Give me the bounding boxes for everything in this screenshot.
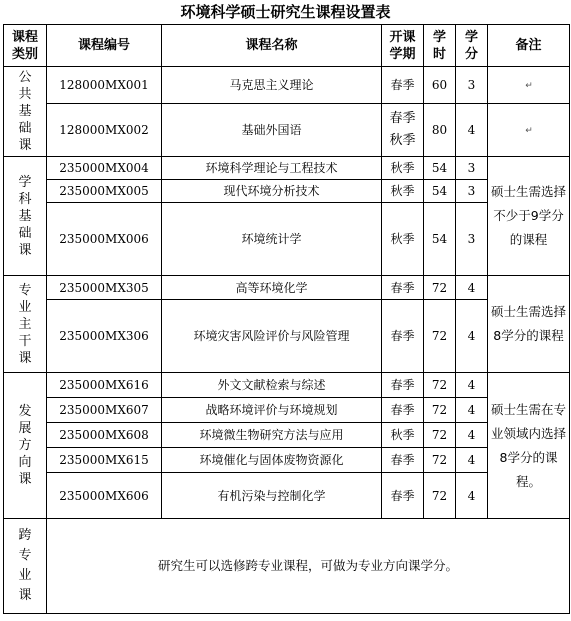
course-name: 有机污染与控制化学: [162, 473, 382, 519]
course-name: 环境统计学: [162, 203, 382, 276]
table-row: [4, 300, 570, 373]
course-code: 235000MX616: [47, 373, 162, 398]
course-hours: 54: [424, 157, 456, 180]
direction-note: 硕士生需在专业领域内选择8学分的课程。: [488, 373, 570, 519]
course-table: [3, 24, 570, 614]
course-code: 235000MX305: [47, 276, 162, 300]
course-hours: 72: [424, 300, 456, 373]
category-cross: 跨专业课: [4, 519, 47, 614]
course-name: 环境灾害风险评价与风险管理: [162, 300, 382, 373]
course-hours: 54: [424, 203, 456, 276]
header-row: [4, 25, 570, 67]
course-credits: 3: [456, 203, 488, 276]
course-code: 235000MX306: [47, 300, 162, 373]
course-name: 外文文献检索与综述: [162, 373, 382, 398]
header-hours: 学时: [424, 25, 456, 67]
table-row: [4, 519, 570, 614]
category-major: 专业主干课: [4, 276, 47, 373]
course-code: 128000MX001: [47, 67, 162, 104]
course-code: 235000MX615: [47, 448, 162, 473]
table-row: [4, 423, 570, 448]
course-note: ↵: [488, 104, 570, 157]
table-row: [4, 373, 570, 398]
course-term: 春季: [382, 276, 424, 300]
course-code: 235000MX606: [47, 473, 162, 519]
course-term: 秋季: [382, 203, 424, 276]
course-hours: 60: [424, 67, 456, 104]
table-row: [4, 180, 570, 203]
header-notes: 备注: [488, 25, 570, 67]
course-term: 春季秋季: [382, 104, 424, 157]
course-credits: 4: [456, 276, 488, 300]
header-term: 开课学期: [382, 25, 424, 67]
header-credits: 学分: [456, 25, 488, 67]
course-credits: 4: [456, 423, 488, 448]
category-discipline: 学科基础课: [4, 157, 47, 276]
course-term: 春季: [382, 398, 424, 423]
course-code: 235000MX006: [47, 203, 162, 276]
table-row: [4, 398, 570, 423]
course-credits: 3: [456, 157, 488, 180]
course-hours: 54: [424, 180, 456, 203]
course-name: 现代环境分析技术: [162, 180, 382, 203]
course-term: 春季: [382, 373, 424, 398]
category-direction: 发展方向课: [4, 373, 47, 519]
course-credits: 4: [456, 373, 488, 398]
course-hours: 72: [424, 276, 456, 300]
course-hours: 72: [424, 373, 456, 398]
course-name: 战略环境评价与环境规划: [162, 398, 382, 423]
table-row: [4, 203, 570, 276]
course-hours: 72: [424, 448, 456, 473]
course-code: 235000MX607: [47, 398, 162, 423]
course-name: 环境微生物研究方法与应用: [162, 423, 382, 448]
course-credits: 4: [456, 448, 488, 473]
course-note: ↵: [488, 67, 570, 104]
course-hours: 72: [424, 473, 456, 519]
header-category: 课程类别: [4, 25, 47, 67]
course-name: 基础外国语: [162, 104, 382, 157]
discipline-note: 硕士生需选择不少于9学分的课程: [488, 157, 570, 276]
course-credits: 4: [456, 104, 488, 157]
table-row: [4, 157, 570, 180]
course-name: 环境科学理论与工程技术: [162, 157, 382, 180]
cross-major-text: 研究生可以选修跨专业课程，可做为专业方向课学分。: [47, 519, 570, 614]
course-code: 235000MX005: [47, 180, 162, 203]
course-code: 128000MX002: [47, 104, 162, 157]
course-credits: 4: [456, 473, 488, 519]
course-term: 秋季: [382, 423, 424, 448]
course-credits: 3: [456, 67, 488, 104]
page-title: 环境科学硕士研究生课程设置表: [180, 3, 391, 21]
table-row: [4, 276, 570, 300]
course-name: 高等环境化学: [162, 276, 382, 300]
course-credits: 3: [456, 180, 488, 203]
course-hours: 72: [424, 423, 456, 448]
course-hours: 72: [424, 398, 456, 423]
course-code: 235000MX004: [47, 157, 162, 180]
table-row: [4, 104, 570, 157]
category-public: 公共基础课: [4, 67, 47, 157]
table-row: [4, 448, 570, 473]
header-name: 课程名称: [162, 25, 382, 67]
course-credits: 4: [456, 398, 488, 423]
course-term: 春季: [382, 448, 424, 473]
header-code: 课程编号: [47, 25, 162, 67]
course-hours: 80: [424, 104, 456, 157]
course-term: 秋季: [382, 157, 424, 180]
course-term: 春季: [382, 473, 424, 519]
course-name: 马克思主义理论: [162, 67, 382, 104]
table-row: [4, 473, 570, 519]
major-note: 硕士生需选择8学分的课程: [488, 276, 570, 373]
table-row: [4, 67, 570, 104]
course-term: 秋季: [382, 180, 424, 203]
course-code: 235000MX608: [47, 423, 162, 448]
course-credits: 4: [456, 300, 488, 373]
course-term: 春季: [382, 67, 424, 104]
course-name: 环境催化与固体废物资源化: [162, 448, 382, 473]
course-term: 春季: [382, 300, 424, 373]
